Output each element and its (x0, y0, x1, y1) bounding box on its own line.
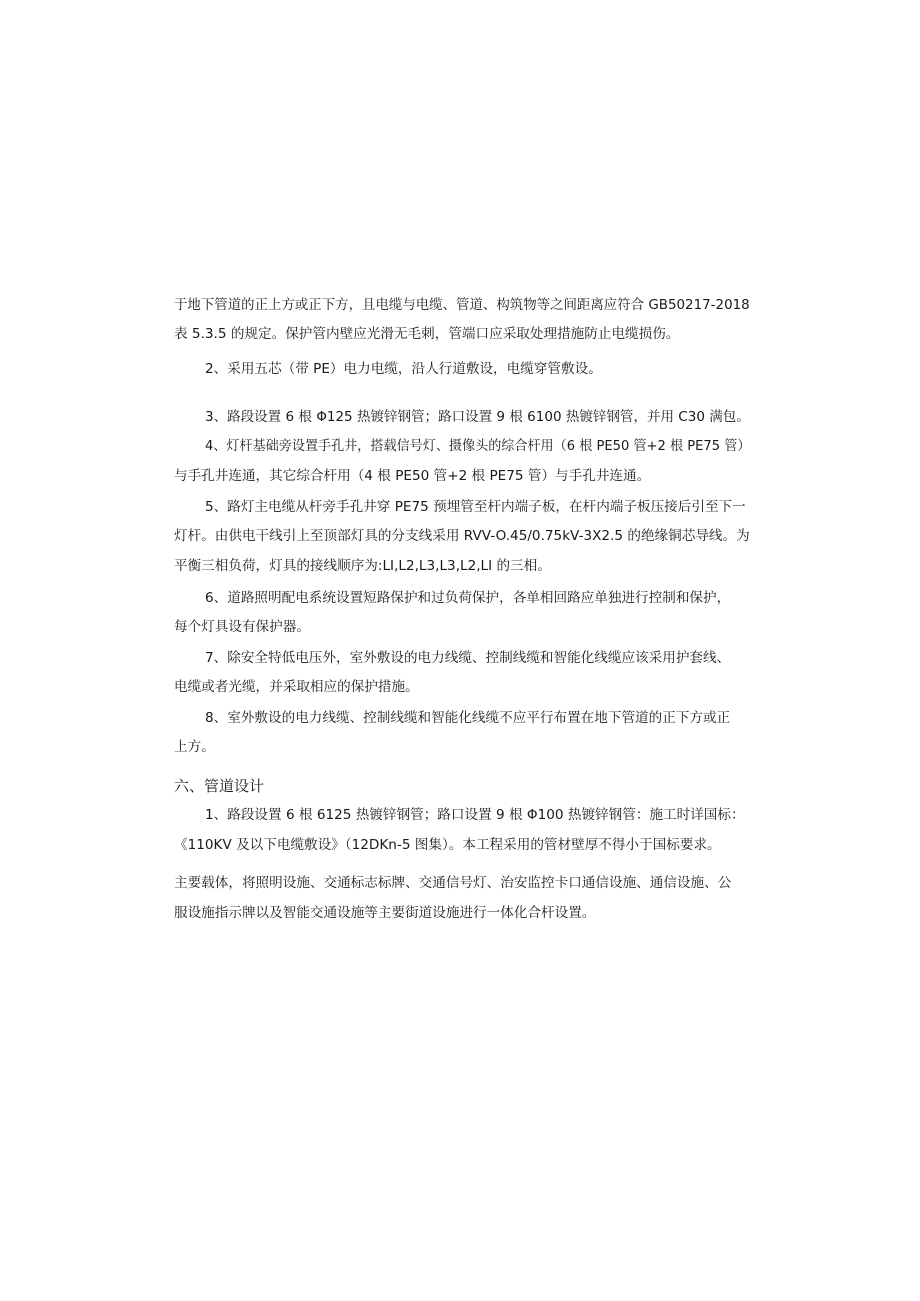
paragraph-line: 表 5.3.5 的规定。保护管内壁应光滑无毛刺，管端口应采取处理措施防止电缆损伤。 (174, 326, 680, 342)
paragraph-line: 8、室外敷设的电力线缆、控制线缆和智能化线缆不应平行布置在地下管道的正下方或正 (205, 710, 731, 726)
paragraph-line: 主要载体，将照明设施、交通标志标牌、交通信号灯、治安监控卡口通信设施、通信设施、公 (174, 875, 732, 891)
paragraph-line: 每个灯具设有保护器。 (174, 619, 310, 635)
paragraph-line: 于地下管道的正上方或正下方，且电缆与电缆、管道、构筑物等之间距离应符合 GB50217-2018 (174, 297, 750, 313)
paragraph-line: 《110KV 及以下电缆敷设》（12DKn-5 图集）。本工程采用的管材壁厚不得小于国标要求。 (174, 837, 721, 853)
paragraph-line: 电缆或者光缆，并采取相应的保护措施。 (174, 679, 419, 695)
paragraph-line: 服设施指示牌以及智能交通设施等主要街道设施进行一体化合杆设置。 (174, 905, 596, 921)
paragraph-line: 7、除安全特低电压外，室外敷设的电力线缆、控制线缆和智能化线缆应该采用护套线、 (205, 650, 731, 666)
paragraph-line: 上方。 (174, 739, 215, 755)
paragraph-line: 与手孔井连通，其它综合杆用（4 根 PE50 管+2 根 PE75 管）与手孔井连通。 (174, 468, 651, 484)
paragraph-line: 5、路灯主电缆从杆旁手孔井穿 PE75 预埋管至杆内端子板，在杆内端子板压接后引至下一 (205, 499, 746, 515)
paragraph-line: 4、灯杆基础旁设置手孔井，搭载信号灯、摄像头的综合杆用（6 根 PE50 管+2 根 PE75 管） (205, 438, 751, 454)
paragraph-line: 灯杆。由供电干线引上至顶部灯具的分支线采用 RVV-O.45/0.75kV-3X2.5 的绝缘铜芯导线。为 (174, 528, 750, 544)
paragraph-line: 3、路段设置 6 根 Φ125 热镀锌钢管；路口设置 9 根 6100 热镀锌钢管，并用 C30 满包。 (205, 409, 750, 425)
paragraph-line: 2、采用五芯（带 PE）电力电缆，沿人行道敷设，电缆穿管敷设。 (205, 361, 602, 377)
paragraph-line: 1、路段设置 6 根 6125 热镀锌钢管；路口设置 9 根 Φ100 热镀锌钢管：施工时详国标： (205, 807, 745, 823)
section-heading: 六、管道设计 (174, 777, 265, 795)
paragraph-line: 平衡三相负荷，灯具的接线顺序为:LI,L2,L3,L3,L2,LI 的三相。 (174, 558, 551, 574)
paragraph-line: 6、道路照明配电系统设置短路保护和过负荷保护，各单相回路应单独进行控制和保护， (205, 590, 731, 606)
